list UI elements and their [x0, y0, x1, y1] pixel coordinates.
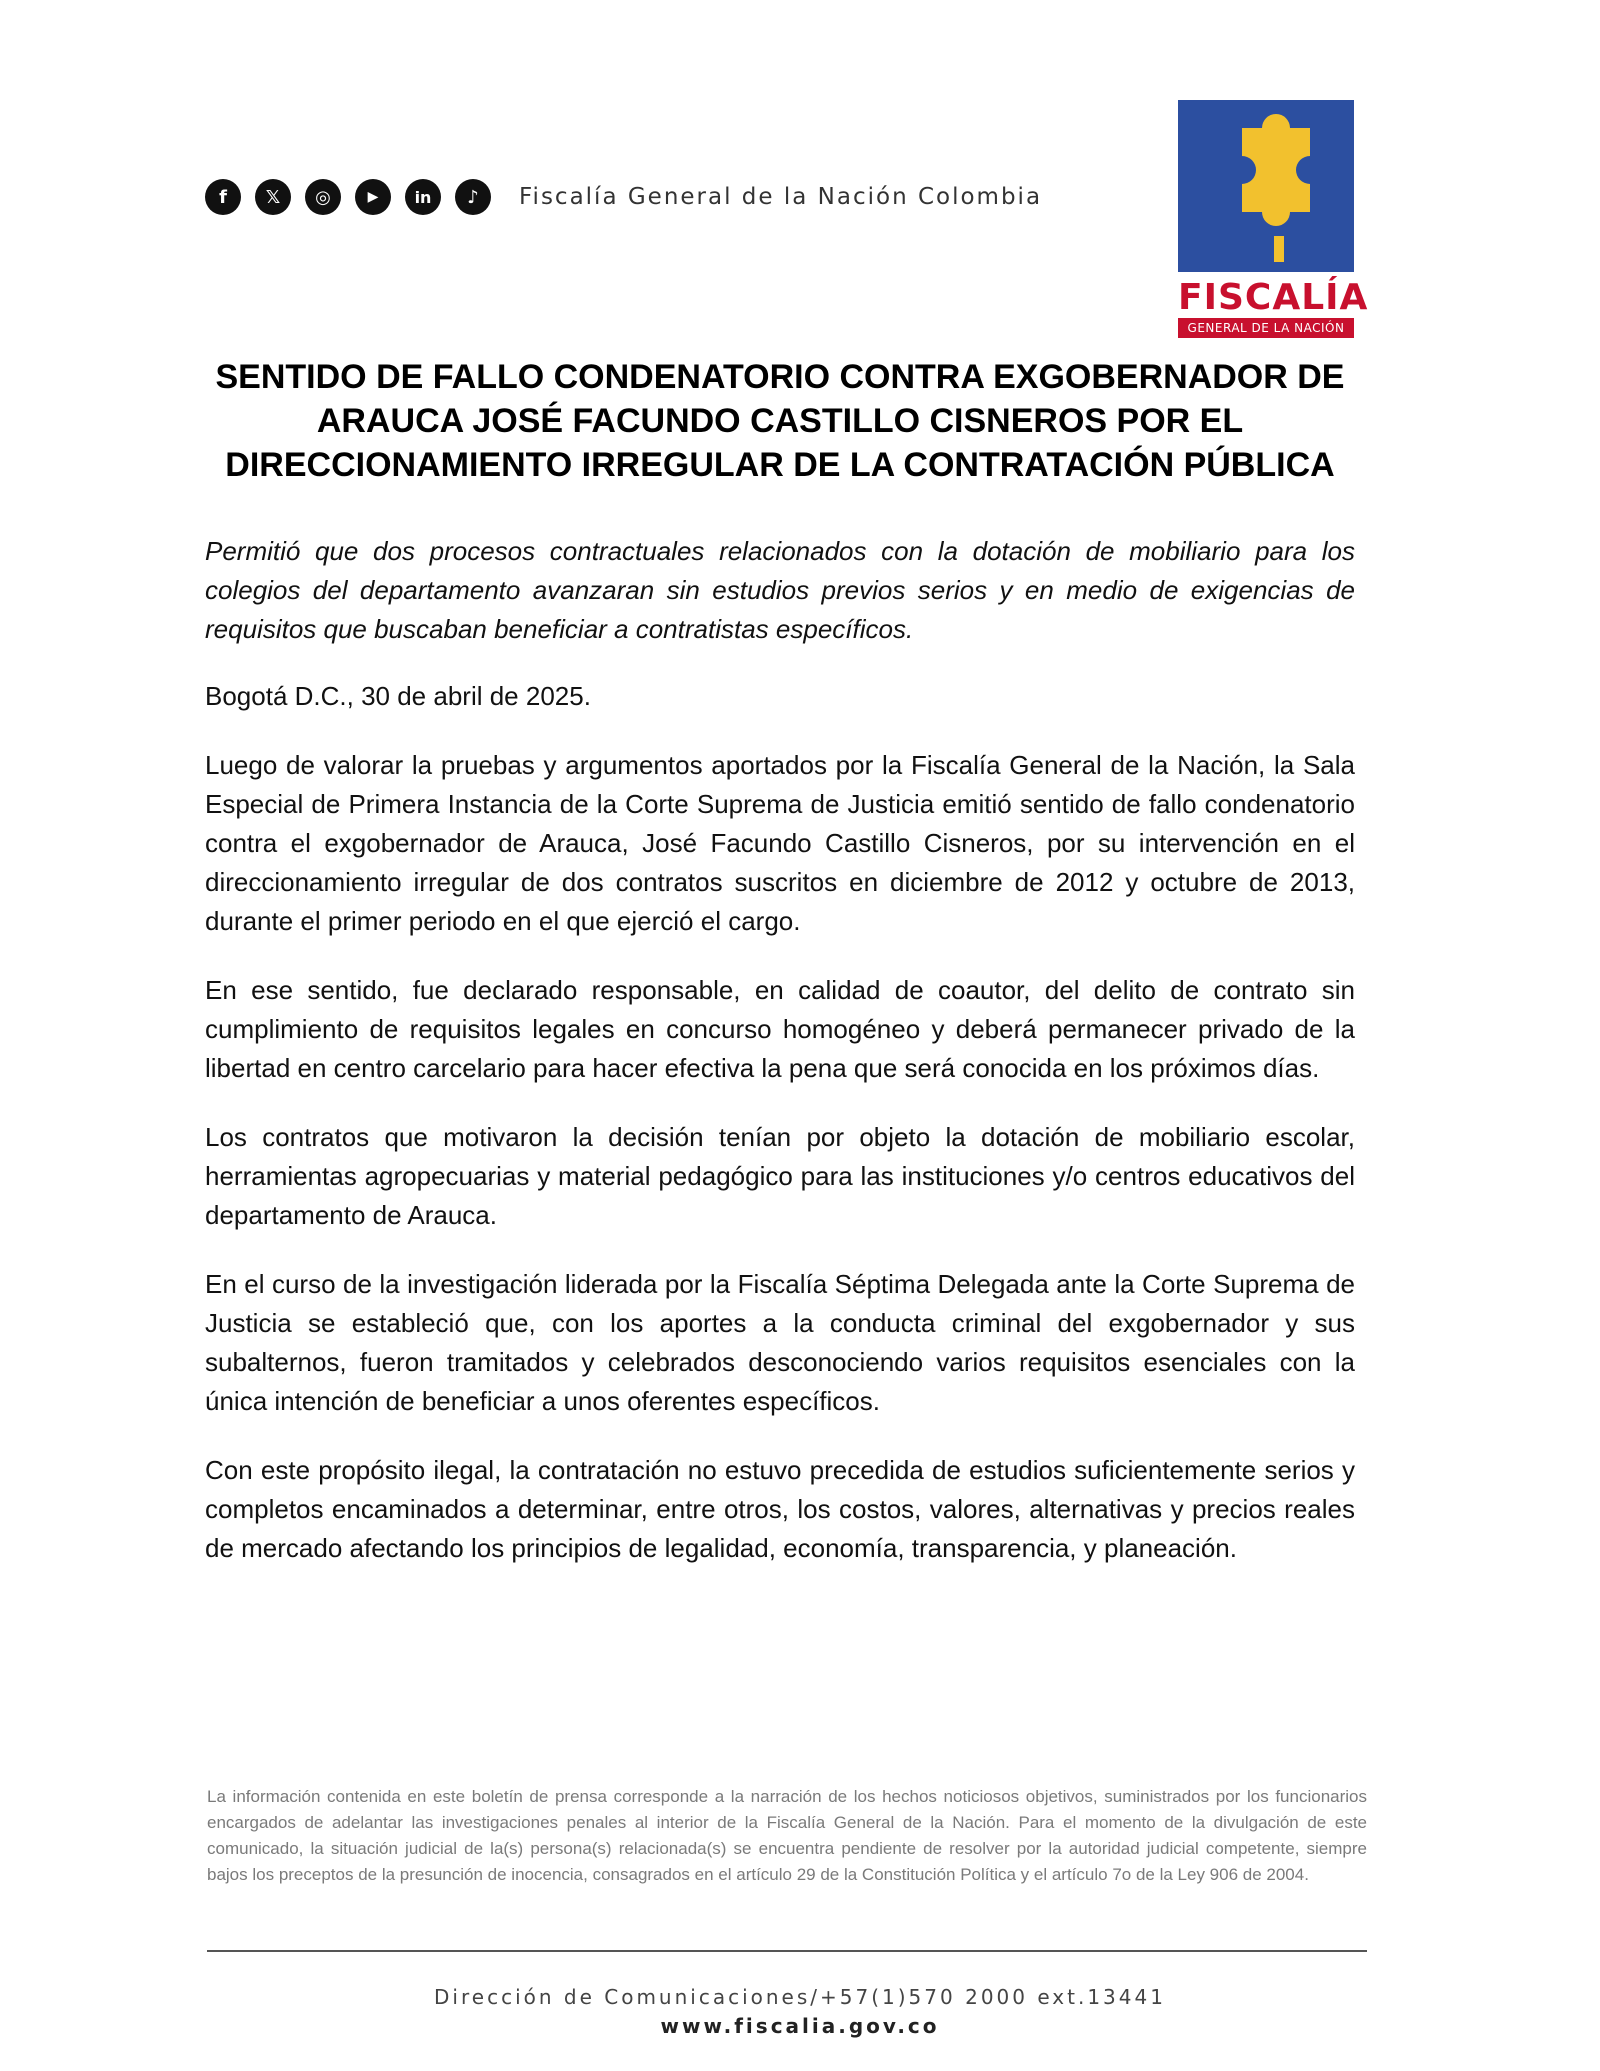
- logo-subtitle: GENERAL DE LA NACIÓN: [1178, 318, 1354, 338]
- article-paragraph: Con este propósito ilegal, la contratación no estuvo precedida de estudios suficientemente serios y completos encaminados a determinar, entre otros, los costos, valores, alternativas y precios reales de mercado afectando los principios de legalidad, economía, transparencia, y planeación.: [205, 1455, 1355, 1563]
- tiktok-icon[interactable]: ♪: [455, 179, 491, 215]
- page-title: [205, 355, 1355, 487]
- org-name: Fiscalía General de la Nación Colombia: [519, 184, 1043, 210]
- dateline: Bogotá D.C., 30 de abril de 2025.: [205, 681, 591, 711]
- article-body: [205, 532, 1355, 1598]
- title-line: ARAUCA JOSÉ FACUNDO CASTILLO CISNEROS POR EL: [316, 402, 1244, 440]
- footer-website-link[interactable]: www.fiscalia.gov.co: [660, 2014, 940, 2038]
- title-line: SENTIDO DE FALLO CONDENATORIO CONTRA EXGOBERNADOR DE: [215, 358, 1345, 396]
- article-paragraph: Los contratos que motivaron la decisión tenían por objeto la dotación de mobiliario escolar, herramientas agropecuarias y material pedagógico para las instituciones y/o centros educativos del departamento de Arauca.: [205, 1122, 1355, 1230]
- title-line: DIRECCIONAMIENTO IRREGULAR DE LA CONTRATACIÓN PÚBLICA: [225, 446, 1335, 484]
- article-paragraph: En el curso de la investigación liderada por la Fiscalía Séptima Delegada ante la Corte Suprema de Justicia se estableció que, con los aportes a la conducta criminal del exgobernador y sus subalternos, fueron tramitados y celebrados desconociendo varios requisitos esenciales con la única intención de beneficiar a unos oferentes específicos.: [205, 1269, 1355, 1416]
- logo-wordmark: FISCALÍA: [1178, 277, 1369, 318]
- article-subtitle: Permitió que dos procesos contractuales relacionados con la dotación de mobiliario para los colegios del departamento avanzaran sin estudios previos serios y en medio de exigencias de requisitos que buscaban beneficiar a contratistas específicos.: [205, 536, 1355, 644]
- facebook-icon[interactable]: f: [205, 179, 241, 215]
- youtube-icon[interactable]: ▶: [355, 179, 391, 215]
- linkedin-icon[interactable]: in: [405, 179, 441, 215]
- article-paragraph: Luego de valorar la pruebas y argumentos aportados por la Fiscalía General de la Nación, la Sala Especial de Primera Instancia de la Corte Suprema de Justicia emitió sentido de fallo condenatorio contra el exgobernador de Arauca, José Facundo Castillo Cisneros, por su intervención en el direccionamiento irregular de dos contratos suscritos en diciembre de 2012 y octubre de 2013, durante el primer periodo en el que ejerció el cargo.: [205, 750, 1355, 936]
- article-paragraph: En ese sentido, fue declarado responsable, en calidad de coautor, del delito de contrato sin cumplimiento de requisitos legales en concurso homogéneo y deberá permanecer privado de la libertad en centro carcelario para hacer efectiva la pena que será conocida en los próximos días.: [205, 975, 1355, 1083]
- footer-divider: [207, 1950, 1367, 1952]
- social-icons-bar: [205, 179, 491, 215]
- instagram-icon[interactable]: ◎: [305, 179, 341, 215]
- puzzle-logo-icon: [1178, 100, 1354, 272]
- footer-contact: Dirección de Comunicaciones/+57(1)570 2000 ext.13441: [434, 1985, 1166, 2009]
- fiscalia-logo: [1178, 100, 1369, 338]
- x-twitter-icon[interactable]: 𝕏: [255, 179, 291, 215]
- legal-disclaimer: La información contenida en este boletín de prensa corresponde a la narración de los hechos noticiosos objetivos, suministrados por los funcionarios encargados de adelantar las investigaciones penales al interior de la Fiscalía General de la Nación. Para el momento de la divulgación de este comunicado, la situación judicial de la(s) persona(s) relacionada(s) se encuentra pendiente de resolver por la autoridad judicial competente, siempre bajos los preceptos de la presunción de inocencia, consagrados en el artículo 29 de la Constitución Política y el artículo 7o de la Ley 906 de 2004.: [207, 1787, 1367, 1884]
